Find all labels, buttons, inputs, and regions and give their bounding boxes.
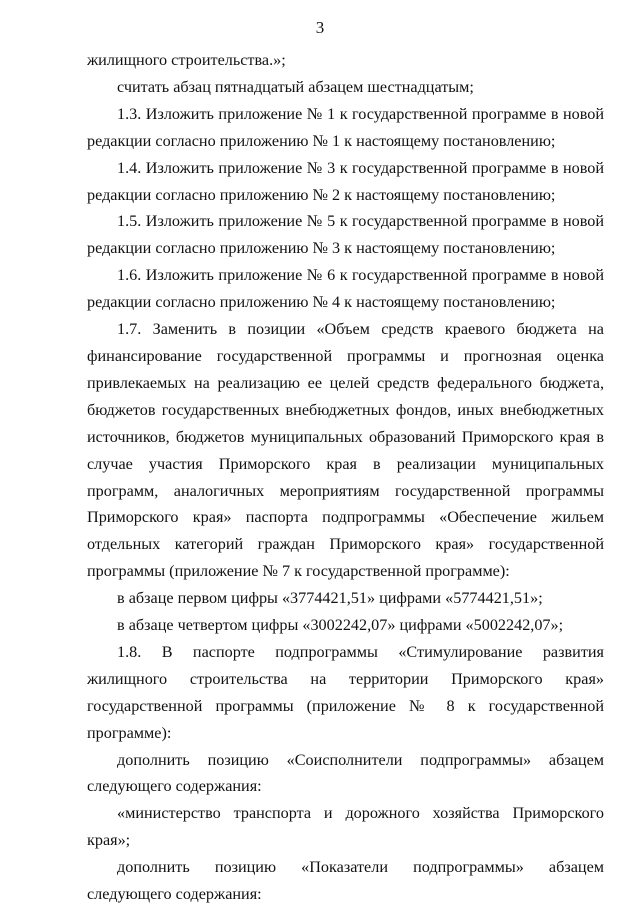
paragraph-renumber-note: считать абзац пятнадцатый абзацем шестнадцатым; [117, 77, 474, 96]
document-body [87, 47, 604, 908]
paragraph-continuation: жилищного строительства.»; [87, 51, 286, 69]
paragraph-item-1-7: 1.7. Заменить в позиции «Объем средств краевого бюджета на финансирование государственной программы и прогнозная оценка привлекаемых на реализацию ее целей средств федерального бюджета, бюджетов государственных внебюджетных фондов, иных внебюджетных источников, бюджетов муниципальных образований Приморского края в случае участия Приморского края в реализации муниципальных программ, аналогичных мероприятиям государственной программы Приморского края» паспорта подпрограммы «Обеспечение жильем отдельных категорий граждан Приморского края» государственной программы (приложение № 7 к государственной программе): [87, 320, 604, 581]
paragraph-item-1-5: 1.5. Изложить приложение № 5 к государственной программе в новой редакции согласно приложению № 3 к настоящему постановлению; [87, 212, 604, 258]
paragraph-ministry-quote: «министерство транспорта и дорожного хозяйства Приморского края»; [87, 804, 604, 850]
paragraph-item-1-6: 1.6. Изложить приложение № 6 к государственной программе в новой редакции согласно приложению № 4 к настоящему постановлению; [87, 266, 604, 312]
paragraph-item-1-4: 1.4. Изложить приложение № 3 к государственной программе в новой редакции согласно приложению № 2 к настоящему постановлению; [87, 158, 604, 204]
paragraph-first-abzac-numbers: в абзаце первом цифры «3774421,51» цифрами «5774421,51»; [117, 589, 543, 608]
paragraph-fourth-abzac-numbers: в абзаце четвертом цифры «3002242,07» цифрами «5002242,07»; [117, 616, 564, 635]
paragraph-add-indicators: дополнить позицию «Показатели подпрограммы» абзацем следующего содержания: [87, 858, 604, 904]
paragraph-item-1-8: 1.8. В паспорте подпрограммы «Стимулирование развития жилищного строительства на территории Приморского края» государственной программы (приложение № 8 к государственной программе): [87, 642, 604, 742]
page-number: 3 [315, 18, 325, 37]
paragraph-add-coexecutors: дополнить позицию «Соисполнители подпрограммы» абзацем следующего содержания: [87, 750, 604, 796]
paragraph-item-1-3: 1.3. Изложить приложение № 1 к государственной программе в новой редакции согласно приложению № 1 к настоящему постановлению; [87, 104, 604, 150]
